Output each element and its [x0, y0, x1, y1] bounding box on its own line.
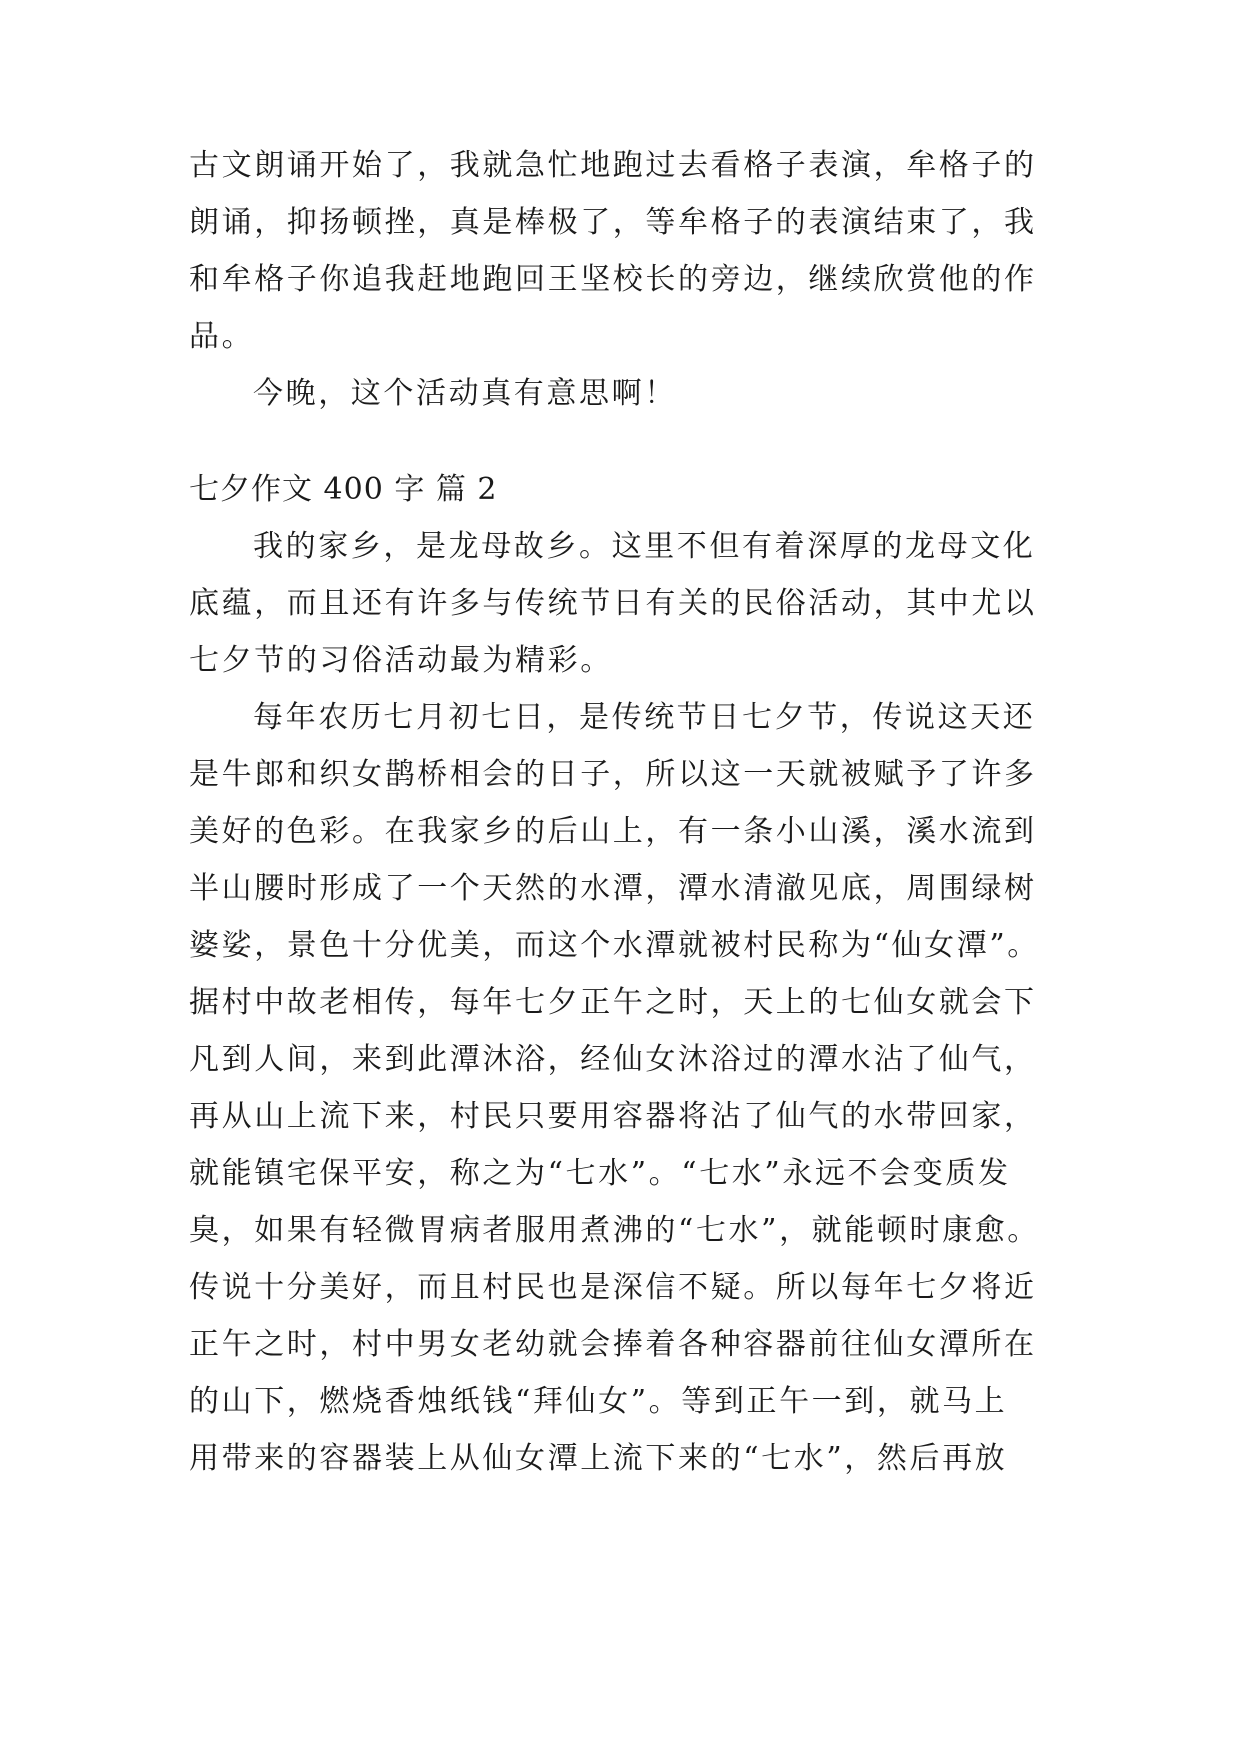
essay2-para1-line: 底蕴，而且还有许多与传统节日有关的民俗活动，其中尤以 [189, 586, 1037, 621]
essay2-para2-line: 正午之时，村中男女老幼就会捧着各种容器前往仙女潭所在 [189, 1327, 1037, 1362]
essay2-para2-line: 是牛郎和织女鹊桥相会的日子，所以这一天就被赋予了许多 [189, 757, 1037, 792]
essay2-para2-line: 的山下，燃烧香烛纸钱“拜仙女”。等到正午一到，就马上 [189, 1384, 1008, 1419]
essay2-para2-line: 婆娑，景色十分优美，而这个水潭就被村民称为“仙女潭”。 [189, 928, 1040, 963]
essay2-para1-line: 七夕节的习俗活动最为精彩。 [189, 643, 613, 678]
essay2-heading: 七夕作文 400 字 篇 2 [189, 472, 498, 507]
essay2-para2-line: 再从山上流下来，村民只要用容器将沾了仙气的水带回家， [189, 1099, 1037, 1134]
essay2-para2-line: 传说十分美好，而且村民也是深信不疑。所以每年七夕将近 [189, 1270, 1037, 1305]
essay2-para2-line: 美好的色彩。在我家乡的后山上，有一条小山溪，溪水流到 [189, 814, 1037, 849]
essay2-para1-line: 我的家乡，是龙母故乡。这里不但有着深厚的龙母文化 [253, 529, 1036, 564]
essay2-para2-line: 据村中故老相传，每年七夕正午之时，天上的七仙女就会下 [189, 985, 1037, 1020]
essay1-line: 朗诵，抑扬顿挫，真是棒极了，等牟格子的表演结束了，我 [189, 205, 1037, 240]
essay1-line: 古文朗诵开始了，我就急忙地跑过去看格子表演，牟格子的 [189, 148, 1037, 183]
essay2-para2-line: 就能镇宅保平安，称之为“七水”。“七水”永远不会变质发 [189, 1156, 1011, 1191]
essay2-para2-line: 凡到人间，来到此潭沐浴，经仙女沐浴过的潭水沾了仙气， [189, 1042, 1037, 1077]
essay2-para2-line: 半山腰时形成了一个天然的水潭，潭水清澈见底，周围绿树 [189, 871, 1037, 906]
essay2-para2-line: 用带来的容器装上从仙女潭上流下来的“七水”，然后再放 [189, 1441, 1008, 1476]
essay1-line: 和牟格子你追我赶地跑回王坚校长的旁边，继续欣赏他的作 [189, 262, 1037, 297]
essay1-line: 品。 [189, 319, 255, 354]
essay2-para2-line: 每年农历七月初七日，是传统节日七夕节，传说这天还 [253, 700, 1036, 735]
essay2-para2-line: 臭，如果有轻微胃病者服用煮沸的“七水”，就能顿时康愈。 [189, 1213, 1040, 1248]
essay1-closing: 今晚，这个活动真有意思啊！ [253, 376, 677, 411]
